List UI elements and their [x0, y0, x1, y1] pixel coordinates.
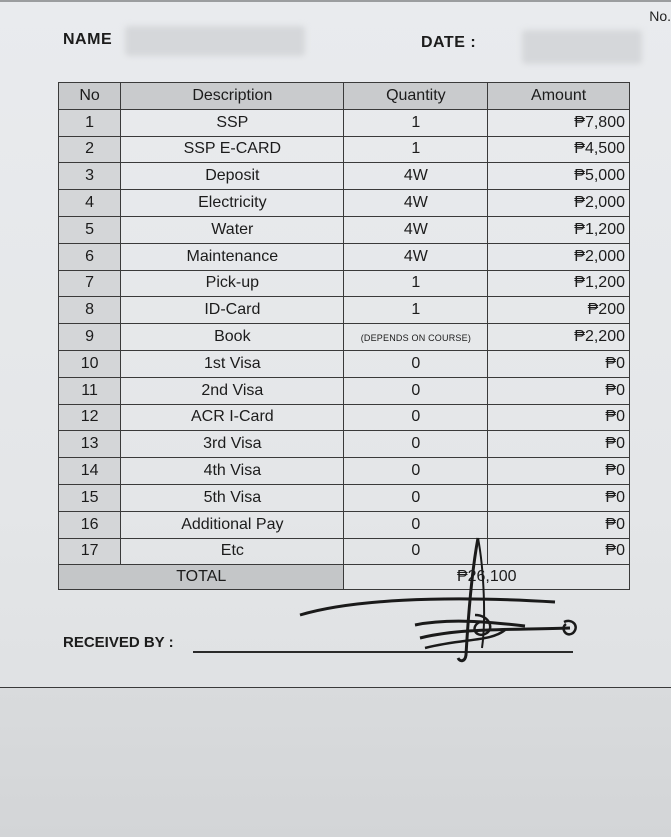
handwritten-signature: [290, 530, 590, 670]
blank-lower-area: [0, 688, 671, 837]
row-description: Pick-up: [121, 270, 344, 297]
row-amount: ₱0: [488, 404, 630, 431]
top-edge-line: [0, 0, 671, 2]
row-no: 8: [59, 297, 121, 324]
table-row: [59, 324, 630, 351]
row-quantity: 1: [344, 297, 488, 324]
row-amount: ₱0: [488, 458, 630, 485]
receipt-table: [58, 82, 630, 590]
row-description: Etc: [121, 538, 344, 565]
row-no: 3: [59, 163, 121, 190]
received-by-label: RECEIVED BY :: [63, 634, 174, 651]
row-description: ACR I-Card: [121, 404, 344, 431]
row-quantity: 0: [344, 538, 488, 565]
row-description: Water: [121, 216, 344, 243]
row-amount: ₱1,200: [488, 270, 630, 297]
table-row: [59, 350, 630, 377]
total-label: TOTAL: [59, 565, 344, 590]
row-description: Electricity: [121, 190, 344, 217]
row-amount: ₱0: [488, 431, 630, 458]
row-quantity: 1: [344, 109, 488, 136]
row-quantity: [344, 324, 488, 351]
row-amount: ₱2,000: [488, 243, 630, 270]
row-quantity: 0: [344, 377, 488, 404]
row-amount: ₱0: [488, 538, 630, 565]
row-quantity: 0: [344, 431, 488, 458]
row-quantity-note: (DEPENDS ON COURSE): [360, 333, 472, 344]
name-label: NAME: [63, 31, 113, 48]
row-quantity: 4W: [344, 216, 488, 243]
column-header-quantity: Quantity: [344, 83, 488, 110]
row-amount: ₱5,000: [488, 163, 630, 190]
row-quantity: 0: [344, 511, 488, 538]
row-description: 2nd Visa: [121, 377, 344, 404]
row-description: SSP: [121, 109, 344, 136]
column-header-amount: Amount: [488, 83, 630, 110]
row-description: 3rd Visa: [121, 431, 344, 458]
redacted-date: [522, 30, 642, 64]
date-label: DATE :: [421, 34, 477, 51]
column-header-no: No: [59, 83, 121, 110]
column-header-description: Description: [121, 83, 344, 110]
table-row: [59, 297, 630, 324]
table-row: [59, 404, 630, 431]
row-amount: ₱0: [488, 511, 630, 538]
row-no: 15: [59, 484, 121, 511]
row-quantity: 1: [344, 270, 488, 297]
row-description: ID-Card: [121, 297, 344, 324]
row-no: 13: [59, 431, 121, 458]
row-description: 1st Visa: [121, 350, 344, 377]
row-no: 2: [59, 136, 121, 163]
table-row: [59, 163, 630, 190]
row-description: 5th Visa: [121, 484, 344, 511]
table-row: [59, 190, 630, 217]
row-no: 17: [59, 538, 121, 565]
row-amount: ₱0: [488, 350, 630, 377]
row-amount: ₱2,200: [488, 324, 630, 351]
table-row: [59, 458, 630, 485]
total-value: ₱26,100: [344, 565, 630, 590]
table-row: [59, 109, 630, 136]
row-description: Book: [121, 324, 344, 351]
row-no: 14: [59, 458, 121, 485]
row-description: 4th Visa: [121, 458, 344, 485]
row-quantity: 4W: [344, 163, 488, 190]
row-no: 1: [59, 109, 121, 136]
redacted-name: [125, 26, 305, 56]
table-row: [59, 243, 630, 270]
row-amount: ₱1,200: [488, 216, 630, 243]
row-quantity: 0: [344, 458, 488, 485]
table-row: [59, 377, 630, 404]
row-no: 7: [59, 270, 121, 297]
row-description: Deposit: [121, 163, 344, 190]
row-description: Additional Pay: [121, 511, 344, 538]
table-row: [59, 431, 630, 458]
row-description: SSP E-CARD: [121, 136, 344, 163]
row-amount: ₱0: [488, 484, 630, 511]
row-amount: ₱4,500: [488, 136, 630, 163]
row-no: 12: [59, 404, 121, 431]
table-header-row: [59, 83, 630, 110]
row-amount: ₱2,000: [488, 190, 630, 217]
table-row: [59, 484, 630, 511]
row-no: 9: [59, 324, 121, 351]
row-amount: ₱7,800: [488, 109, 630, 136]
table-row: [59, 270, 630, 297]
table-row: [59, 136, 630, 163]
row-quantity: 0: [344, 484, 488, 511]
row-quantity: 4W: [344, 190, 488, 217]
row-no: 4: [59, 190, 121, 217]
table-row: [59, 216, 630, 243]
row-no: 6: [59, 243, 121, 270]
row-quantity: 0: [344, 350, 488, 377]
serial-no-label: No.: [649, 8, 671, 24]
row-description: Maintenance: [121, 243, 344, 270]
row-no: 5: [59, 216, 121, 243]
row-quantity: 1: [344, 136, 488, 163]
row-amount: ₱0: [488, 377, 630, 404]
row-amount: ₱200: [488, 297, 630, 324]
row-quantity: 0: [344, 404, 488, 431]
row-quantity: 4W: [344, 243, 488, 270]
row-no: 16: [59, 511, 121, 538]
row-no: 10: [59, 350, 121, 377]
row-no: 11: [59, 377, 121, 404]
